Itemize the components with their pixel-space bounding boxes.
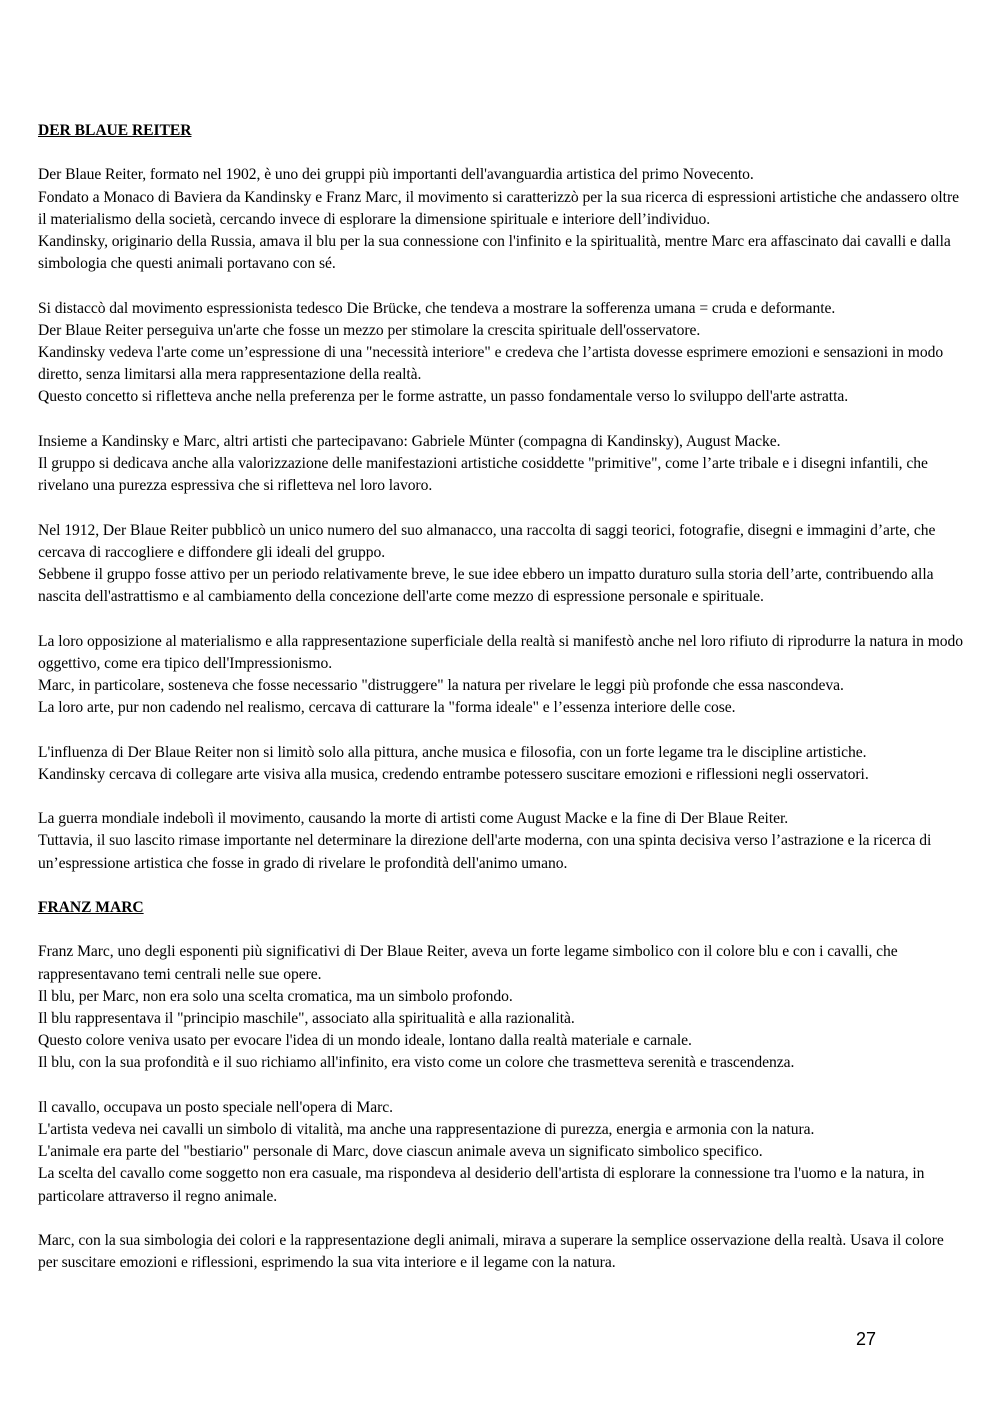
text-line: Der Blaue Reiter, formato nel 1902, è uno dei gruppi più importanti dell'avanguardia artistica del primo Novecento.: [38, 166, 754, 184]
text-line: Il gruppo si dedicava anche alla valorizzazione delle manifestazioni artistiche cosiddette "primitive", come l’arte tribale e i disegni infantili, che rivelano una purezza espressiva che si rifletteva nel loro lavoro.: [38, 455, 928, 495]
text-line: Kandinsky, originario della Russia, amava il blu per la sua connessione con l'infinito e la spiritualità, mentre Marc era affascinato dai cavalli e dalla simbologia che questi animali portavano con sé.: [38, 233, 951, 273]
text-line: Tuttavia, il suo lascito rimase importante nel determinare la direzione dell'arte moderna, con una spinta decisiva verso l’astrazione e la ricerca di un’espressione artistica che fosse in grado di rivelare le profondità dell'animo umano.: [38, 832, 932, 872]
paragraph-3: [38, 431, 964, 498]
paragraph-8: [38, 941, 964, 1074]
text-line: Sebbene il gruppo fosse attivo per un periodo relativamente breve, le sue idee ebbero un impatto duraturo sulla storia dell’arte, contribuendo alla nascita dell'astrattismo e al cambiamento della concezione dell'arte come mezzo di espressione personale e spirituale.: [38, 566, 934, 606]
text-line: La scelta del cavallo come soggetto non era casuale, ma rispondeva al desiderio dell'artista di esplorare la connessione tra l'uomo e la natura, in particolare attraverso il regno animale.: [38, 1165, 925, 1205]
section-heading-der-blaue-reiter: DER BLAUE REITER: [38, 122, 192, 139]
text-line: L'animale era parte del "bestiario" personale di Marc, dove ciascun animale aveva un significato simbolico specifico.: [38, 1143, 763, 1161]
text-line: Il blu rappresentava il "principio maschile", associato alla spiritualità e alla razionalità.: [38, 1009, 575, 1027]
text-line: Fondato a Monaco di Baviera da Kandinsky e Franz Marc, il movimento si caratterizzò per la sua ricerca di espressioni artistiche che andassero oltre il materialismo della società, cercando invece di esplorare la dimensione spirituale e interiore dell’individuo.: [38, 188, 959, 228]
text-line: La guerra mondiale indebolì il movimento, causando la morte di artisti come August Macke e la fine di Der Blaue Reiter.: [38, 810, 789, 828]
text-line: La loro opposizione al materialismo e alla rappresentazione superficiale della realtà si manifestò anche nel loro rifiuto di riprodurre la natura in modo oggettivo, come era tipico dell'Impressionismo.: [38, 632, 964, 672]
text-line: Il blu, con la sua profondità e il suo richiamo all'infinito, era visto come un colore che trasmetteva serenità e trascendenza.: [38, 1054, 795, 1072]
paragraph-1: [38, 164, 964, 275]
paragraph-9: [38, 1097, 964, 1208]
text-line: Franz Marc, uno degli esponenti più significativi di Der Blaue Reiter, aveva un forte legame simbolico con il colore blu e con i cavalli, che rappresentavano temi centrali nelle sue opere.: [38, 943, 898, 983]
paragraph-7: [38, 808, 964, 875]
text-line: Marc, con la sua simbologia dei colori e la rappresentazione degli animali, mirava a superare la semplice osservazione della realtà. Usava il colore per suscitare emozioni e riflessioni, esprimendo la sua vita interiore e il legame con la natura.: [38, 1231, 944, 1272]
text-line: Kandinsky cercava di collegare arte visiva alla musica, credendo entrambe potessero suscitare emozioni e riflessioni negli osservatori.: [38, 765, 869, 783]
text-line: Nel 1912, Der Blaue Reiter pubblicò un unico numero del suo almanacco, una raccolta di saggi teorici, fotografie, disegni e immagini d’arte, che cercava di raccogliere e diffondere gli ideali del gruppo.: [38, 521, 936, 561]
paragraph-4: [38, 520, 964, 609]
text-line: L'artista vedeva nei cavalli un simbolo di vitalità, ma anche una rappresentazione di purezza, energia e armonia con la natura.: [38, 1120, 815, 1138]
text-line: Si distaccò dal movimento espressionista tedesco Die Brücke, che tendeva a mostrare la sofferenza umana = cruda e deformante.: [38, 299, 836, 317]
text-line: Kandinsky vedeva l'arte come un’espressione di una "necessità interiore" e credeva che l’artista dovesse esprimere emozioni e sensazioni in modo diretto, senza limitarsi alla mera rappresentazione della realtà.: [38, 344, 944, 384]
text-line: L'influenza di Der Blaue Reiter non si limitò solo alla pittura, anche musica e filosofia, con un forte legame tra le discipline artistiche.: [38, 743, 867, 761]
text-line: Il cavallo, occupava un posto speciale nell'opera di Marc.: [38, 1098, 393, 1116]
paragraph-10: [38, 1230, 964, 1274]
paragraph-6: [38, 742, 964, 786]
text-line: La loro arte, pur non cadendo nel realismo, cercava di catturare la "forma ideale" e l’essenza interiore delle cose.: [38, 699, 736, 717]
text-line: Marc, in particolare, sosteneva che fosse necessario "distruggere" la natura per rivelare le leggi più profonde che essa nascondeva.: [38, 677, 844, 694]
text-line: Der Blaue Reiter perseguiva un'arte che fosse un mezzo per stimolare la crescita spirituale dell'osservatore.: [38, 321, 701, 339]
text-line: Il blu, per Marc, non era solo una scelta cromatica, ma un simbolo profondo.: [38, 987, 513, 1005]
page-number: 27: [856, 1329, 877, 1349]
text-line: Insieme a Kandinsky e Marc, altri artisti che partecipavano: Gabriele Münter (compagna di Kandinsky), August Macke.: [38, 432, 781, 450]
document-body: [38, 120, 964, 1297]
section-heading-franz-marc: FRANZ MARC: [38, 898, 144, 916]
text-line: Questo colore veniva usato per evocare l'idea di un mondo ideale, lontano dalla realtà materiale e carnale.: [38, 1032, 692, 1050]
text-line: Questo concetto si rifletteva anche nella preferenza per le forme astratte, un passo fondamentale verso lo sviluppo dell'arte astratta.: [38, 388, 849, 406]
paragraph-5: [38, 631, 964, 720]
paragraph-2: [38, 298, 964, 409]
